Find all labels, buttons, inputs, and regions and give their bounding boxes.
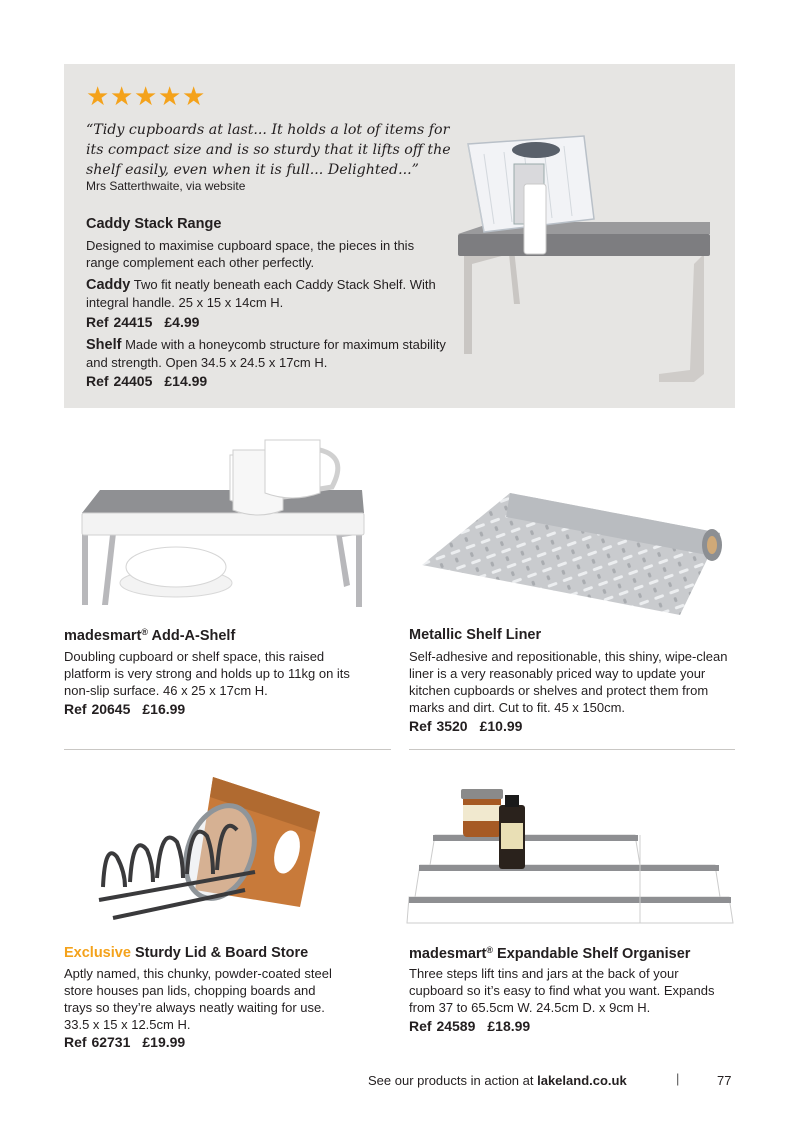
shelf-text: Made with a honeycomb structure for maximum stability and strength. Open 34.5 x 24.5 x 17cm H. [86, 337, 446, 370]
featured-review-panel [64, 64, 735, 408]
website-link[interactable]: lakeland.co.uk [537, 1073, 627, 1088]
customer-quote: “Tidy cupboards at last... It holds a lot of items for its compact size and is so sturdy that it lifts off the shelf easily, even when it is full... Delighted...” [86, 122, 451, 178]
add-a-shelf-description: Doubling cupboard or shelf space, this raised platform is very strong and holds up to 11kg on its non-slip surface. 46 x 25 x 17cm H. [64, 649, 350, 698]
brand-name: madesmart [64, 628, 142, 644]
exclusive-badge: Exclusive [64, 945, 131, 961]
star-icon: ★ [110, 82, 134, 112]
registered-mark: ® [486, 945, 494, 955]
lid-store-ref-price [64, 1034, 185, 1050]
lid-board-store-image [95, 772, 325, 924]
price: £10.99 [479, 718, 523, 734]
ref-number: Ref 24589 [409, 1018, 476, 1034]
lid-store-description: Aptly named, this chunky, powder-coated steel store houses pan lids, chopping boards and trays so they’re always neatly waiting for use. 33.5 x 15 x 12.5cm H. [64, 966, 332, 1032]
caddy-ref-price [86, 314, 199, 330]
star-icon: ★ [182, 82, 206, 112]
section-divider [409, 749, 735, 750]
quote-attribution: Mrs Satterthwaite, via website [86, 179, 246, 193]
add-a-shelf-image [80, 435, 370, 615]
shelf-liner-description: Self-adhesive and repositionable, this shiny, wipe-clean liner is a very reasonably priced way to update your kitchen cupboards or shelves and protect them from marks and dirt. Cut to fit. 45 x 150cm. [409, 649, 728, 715]
price: £4.99 [164, 314, 200, 330]
shelf-organiser-image [405, 785, 735, 925]
shelf-description [86, 336, 446, 371]
star-icon: ★ [134, 82, 158, 112]
footer-cta [368, 1073, 627, 1088]
product-name: Add-A-Shelf [151, 628, 236, 644]
star-rating [86, 82, 206, 112]
caddy-text: Two fit neatly beneath each Caddy Stack Shelf. With integral handle. 25 x 15 x 14cm H. [86, 277, 436, 310]
shelf-liner-image [420, 475, 725, 620]
lid-store-title [64, 945, 308, 961]
caddy-description [86, 276, 446, 311]
footer-text: See our products in action at [368, 1073, 538, 1088]
shelf-liner-title: Metallic Shelf Liner [409, 627, 542, 643]
star-icon: ★ [86, 82, 110, 112]
caddy-stack-image [454, 124, 719, 394]
footer-separator: | [676, 1071, 680, 1086]
price: £19.99 [142, 1034, 186, 1050]
ref-number: Ref 3520 [409, 718, 468, 734]
organiser-title [409, 945, 690, 962]
range-description: Designed to maximise cupboard space, the pieces in this range complement each other perfectly. [86, 238, 415, 270]
add-a-shelf-ref-price [64, 701, 185, 717]
add-a-shelf-title [64, 627, 235, 644]
registered-mark: ® [141, 627, 149, 637]
caddy-label: Caddy [86, 277, 131, 293]
organiser-description: Three steps lift tins and jars at the back of your cupboard so it’s easy to find what you want. Expands from 37 to 65.5cm W. 24.5cm D. x 9cm H. [409, 966, 715, 1015]
price: £14.99 [164, 373, 208, 389]
range-title: Caddy Stack Range [86, 216, 222, 232]
ref-number: Ref 24405 [86, 373, 153, 389]
ref-number: Ref 20645 [64, 701, 131, 717]
ref-number: Ref 62731 [64, 1034, 131, 1050]
shelf-label: Shelf [86, 337, 122, 353]
organiser-ref-price [409, 1018, 530, 1034]
brand-name: madesmart [409, 946, 487, 962]
product-name: Expandable Shelf Organiser [497, 946, 691, 962]
shelf-liner-ref-price [409, 718, 522, 734]
page-number: 77 [717, 1073, 732, 1088]
price: £18.99 [487, 1018, 531, 1034]
price: £16.99 [142, 701, 186, 717]
star-icon: ★ [158, 82, 182, 112]
ref-number: Ref 24415 [86, 314, 153, 330]
shelf-ref-price [86, 373, 207, 389]
section-divider [64, 749, 391, 750]
product-name: Sturdy Lid & Board Store [134, 945, 309, 961]
